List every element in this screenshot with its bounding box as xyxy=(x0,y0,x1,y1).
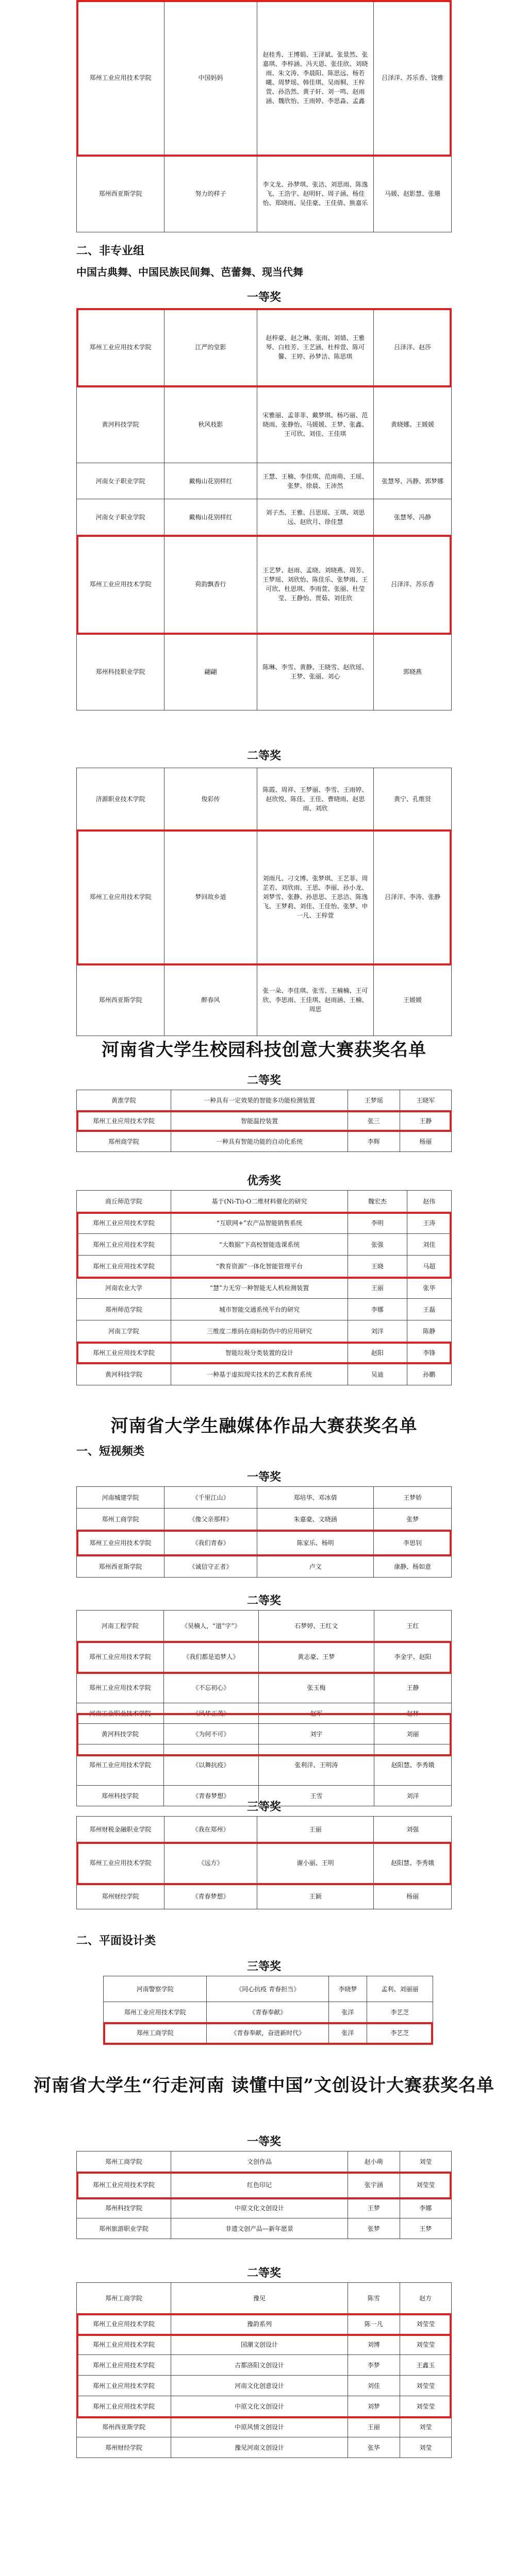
school-cell: 郑州工业应用技术学院 xyxy=(77,309,164,386)
table-row xyxy=(77,2198,452,2218)
member-cell: 刘宇 xyxy=(258,1724,374,1744)
school-cell: 河南工业职业技术学院 xyxy=(77,1703,164,1724)
teacher-cell: 马超 xyxy=(407,1256,451,1277)
tech-second-table xyxy=(76,1090,452,1152)
school-cell: 郑州工商学院 xyxy=(77,1509,164,1530)
table-row xyxy=(77,1724,452,1744)
school-cell: 郑州工业应用技术学院 xyxy=(77,2314,171,2334)
table-row xyxy=(77,1191,452,1212)
work-cell: 《远方》 xyxy=(164,1842,257,1884)
table-row xyxy=(77,1256,452,1277)
work-cell: 《昊楠人，“道”字”》 xyxy=(163,1611,258,1641)
teacher-cell: 黄晓娜、王媛媛 xyxy=(374,386,452,463)
work-cell: 红色印记 xyxy=(171,2172,348,2198)
work-cell: 《千里江山》 xyxy=(164,1487,257,1509)
table-row xyxy=(77,1111,452,1131)
tech-excellent-table xyxy=(76,1190,452,1385)
member-cell: 李娜 xyxy=(348,1299,407,1320)
table-row xyxy=(77,1556,452,1578)
school-cell: 郑州工业应用技术学院 xyxy=(77,1842,164,1884)
school-cell: 郑州科技学院 xyxy=(77,2198,171,2218)
school-cell: 黄河科技学院 xyxy=(77,1724,164,1744)
member-cell: 谢小丽、王明 xyxy=(257,1842,374,1884)
school-cell: 河南女子职业学院 xyxy=(77,463,164,499)
teacher-cell: 李艺芝 xyxy=(367,2002,433,2023)
member-cell: 赵小萌 xyxy=(348,2151,400,2172)
school-cell: 黄淮学院 xyxy=(77,1090,171,1111)
member-cell: 王雪 xyxy=(258,1786,374,1806)
teacher-cell: 刘莹莹 xyxy=(400,2172,452,2198)
member-cell: 张玉梅 xyxy=(258,1672,374,1703)
school-cell: 郑州师范学院 xyxy=(77,1299,171,1320)
work-cell: 努力的样子 xyxy=(164,155,257,232)
member-cell: 郑培华、邓冰倩 xyxy=(257,1487,374,1509)
teacher-cell: 王涛 xyxy=(407,1212,451,1234)
school-cell: 河南警察学院 xyxy=(104,1976,207,2002)
teacher-cell: 孟利、刘丽丽 xyxy=(367,1976,433,2002)
award-label: 二等奖 xyxy=(246,2266,281,2280)
school-cell: 郑州工商学院 xyxy=(104,2023,207,2043)
members-cell: 赵桂秀、王博娟、王泽斌、张景然、张嘉琪、李梓涵、冯天恩、张佳欣、刘晓雨、朱文涛、李晨阳、陈思远、杨若曦、周梦瑶、韩佳琪、吴雨桐、王梓萱、孙浩然、黄子轩、刘一鸣、赵雨涵、魏欣怡、王雨婷、李思淼、孟鑫 xyxy=(257,1,373,155)
award-label: 一等奖 xyxy=(246,2135,281,2148)
member-cell: 李明 xyxy=(348,1212,407,1234)
school-cell: 郑州工业应用技术学院 xyxy=(77,535,164,633)
subsection-title: 一、短视频类 xyxy=(76,1445,145,1458)
table-row xyxy=(77,1509,452,1530)
section-heading: 河南省大学生校园科技创意大赛获奖名单 xyxy=(102,1040,426,1060)
teacher-cell: 李思钊 xyxy=(374,1530,452,1556)
school-cell: 河南城建学院 xyxy=(77,1487,164,1509)
member-cell: 陈雪 xyxy=(348,2283,400,2314)
member-cell: 魏宏杰 xyxy=(348,1191,407,1212)
table-row xyxy=(77,2417,452,2437)
teacher-cell: 吕泽洋、李涛、张静 xyxy=(374,830,452,964)
table-row xyxy=(77,633,452,710)
teacher-cell: 张华 xyxy=(407,1277,451,1299)
teacher-cell: 赵伟 xyxy=(407,1191,451,1212)
teacher-cell: 王梦 xyxy=(400,2218,452,2239)
work-cell: 戴梅山花别样红 xyxy=(164,463,257,499)
member-cell: 张三 xyxy=(348,1111,400,1131)
member-cell: 吴迪 xyxy=(348,1364,407,1385)
teacher-cell: 刘强 xyxy=(374,1817,452,1842)
teacher-cell: 刘莹莹 xyxy=(400,2396,452,2417)
work-cell: 《风华正茂》 xyxy=(163,1703,258,1724)
work-cell: “教育资源”一体化智能管理平台 xyxy=(171,1256,348,1277)
school-cell: 郑州工业应用技术学院 xyxy=(77,1641,164,1672)
member-cell: 张洋 xyxy=(329,2023,367,2043)
member-cell: 李晓梦 xyxy=(329,1976,367,2002)
table-row xyxy=(77,768,452,830)
teacher-cell: 王梦娇 xyxy=(374,1487,452,1509)
members-cell: 陈霞、周祥、王梦丽、李雪、王雨婷、赵欣悦、陈佳、王佳、曹晓雨、赵思雨、刘欣 xyxy=(257,768,373,830)
table-row xyxy=(77,1744,452,1786)
work-cell: 豫见 xyxy=(171,2283,348,2314)
teacher-cell: 康静、杨如意 xyxy=(374,1556,452,1578)
teacher-cell: 王静 xyxy=(374,1672,452,1703)
table-row xyxy=(77,309,452,386)
second-prize-table xyxy=(76,768,452,1036)
table-row xyxy=(77,1090,452,1111)
school-cell: 郑州工业应用技术学院 xyxy=(77,1111,171,1131)
school-cell: 郑州工业应用技术学院 xyxy=(77,1744,164,1786)
members-cell: 陈琳、李雪、黄静、王晓雪、赵欣瑶、王梦、张丽、刘心 xyxy=(257,633,373,710)
table-row xyxy=(77,1611,452,1641)
work-cell: 一种具有智能功能的自动化系统 xyxy=(171,1131,348,1152)
table-row xyxy=(77,1641,452,1672)
table-row xyxy=(77,964,452,1036)
member-cell: 王梦 xyxy=(348,2198,400,2218)
award-label: 二等奖 xyxy=(246,1594,281,1607)
member-cell: 石梦婷、王红文 xyxy=(258,1611,374,1641)
school-cell: 郑州工业应用技术学院 xyxy=(77,1234,171,1256)
first-prize-table xyxy=(76,308,452,710)
table-row xyxy=(104,2002,433,2023)
teacher-cell: 刘莹 xyxy=(400,2437,452,2458)
teacher-cell: 李锋 xyxy=(407,1342,451,1364)
work-cell: 智能垃圾分类装置的设计 xyxy=(171,1342,348,1364)
member-cell: 赵军 xyxy=(258,1703,374,1724)
members-cell: 宋雅丽、孟菲菲、戴梦琪、杨巧丽、范晓雨、张静怡、马媛媛、王梦、张鑫、王可欣、刘佳、王佳琪 xyxy=(257,386,373,463)
member-cell: 刘梦 xyxy=(348,2396,400,2417)
member-cell: 陈家乐、杨明 xyxy=(257,1530,374,1556)
teacher-cell: 赵阳慧、李秀娥 xyxy=(374,1842,452,1884)
work-cell: 中原文化文创设计 xyxy=(171,2396,348,2417)
member-cell: 黄志豪、王梦 xyxy=(258,1641,374,1672)
category-title: 中国古典舞、中国民族民间舞、芭蕾舞、现当代舞 xyxy=(76,266,303,278)
teacher-cell: 黄宁、孔维贤 xyxy=(374,768,452,830)
table-row xyxy=(77,2172,452,2198)
table-row xyxy=(77,1364,452,1385)
school-cell: 郑州科技学院 xyxy=(77,1786,164,1806)
work-cell: 国潮文创设计 xyxy=(171,2334,348,2355)
award-label: 优秀奖 xyxy=(246,1174,281,1188)
media-third-table xyxy=(76,1816,452,1909)
work-cell: 一种基于虚拟现实技术的艺术教育系统 xyxy=(171,1364,348,1385)
media-second-table xyxy=(76,1610,452,1806)
work-cell: 《我们青春》 xyxy=(164,1530,257,1556)
teacher-cell: 王媛媛 xyxy=(374,964,452,1036)
school-cell: 郑州西亚斯学院 xyxy=(77,155,164,232)
work-cell: 江严的堂影 xyxy=(164,309,257,386)
work-cell: “大数据”下高校智能选课系统 xyxy=(171,1234,348,1256)
work-cell: “互联网+”农产品智能销售系统 xyxy=(171,1212,348,1234)
work-cell: 秋风枝影 xyxy=(164,386,257,463)
work-cell: 戴梅山花别样红 xyxy=(164,499,257,535)
table-row xyxy=(77,1530,452,1556)
table-row xyxy=(77,2314,452,2334)
school-cell: 黄河科技学院 xyxy=(77,386,164,463)
media-design-table xyxy=(103,1976,433,2043)
table-row xyxy=(77,1,452,155)
award-label: 一等奖 xyxy=(246,291,281,304)
teacher-cell: 张慧琴、冯静 xyxy=(374,499,452,535)
table-row xyxy=(77,1487,452,1509)
member-cell: 赵阳 xyxy=(348,1342,407,1364)
school-cell: 济源职业技术学院 xyxy=(77,768,164,830)
teacher-cell: 张梦 xyxy=(374,1509,452,1530)
teacher-cell: 吕泽洋、苏乐香 xyxy=(374,535,452,633)
school-cell: 郑州工业应用技术学院 xyxy=(77,1672,164,1703)
member-cell: 张宇涵 xyxy=(348,2172,400,2198)
teacher-cell: 张慧琴、冯静、郭梦娜 xyxy=(374,463,452,499)
section-title: 二、非专业组 xyxy=(76,244,145,258)
section-heading: 河南省大学生“行走河南 读懂中国”文创设计大赛获奖名单 xyxy=(34,2075,494,2096)
table-row xyxy=(77,1234,452,1256)
work-cell: 《我在郑州》 xyxy=(164,1817,257,1842)
teacher-cell: 刘莹 xyxy=(400,2151,452,2172)
teacher-cell: 刘莹莹 xyxy=(400,2334,452,2355)
work-cell: 醉春风 xyxy=(164,964,257,1036)
work-cell: 《不忘初心》 xyxy=(163,1672,258,1703)
member-cell: 张洋 xyxy=(329,2002,367,2023)
member-cell: 卢文 xyxy=(257,1556,374,1578)
table-row xyxy=(77,1299,452,1320)
table-row xyxy=(77,2151,452,2172)
table-row xyxy=(77,535,452,633)
award-label: 一等奖 xyxy=(246,1470,281,1484)
award-label: 二等奖 xyxy=(246,749,281,762)
table-row xyxy=(77,1884,452,1909)
subsection-title: 二、平面设计类 xyxy=(76,1934,156,1947)
members-cell: 王慧、王楠、李佳琪、范雨萌、王瑶、张梦、徐晨、王沛然 xyxy=(257,463,373,499)
work-cell: 俊彩传 xyxy=(164,768,257,830)
teacher-cell: 刘佳 xyxy=(407,1234,451,1256)
teacher-cell: 刘莹 xyxy=(400,2417,452,2437)
table-row xyxy=(77,1320,452,1342)
work-cell: 智能温控装置 xyxy=(171,1111,348,1131)
work-cell: 《青春梦想》 xyxy=(163,1786,258,1806)
work-cell: 非遗文创产品—新年愿景 xyxy=(171,2218,348,2239)
school-cell: 郑州工业应用技术学院 xyxy=(77,2396,171,2417)
school-cell: 郑州旅游职业学院 xyxy=(77,2218,171,2239)
table-row xyxy=(77,463,452,499)
member-cell: 陈一凡 xyxy=(348,2314,400,2334)
school-cell: 郑州财税金融职业学院 xyxy=(77,1817,164,1842)
teacher-cell: 赵林 xyxy=(374,1703,452,1724)
table-row xyxy=(77,2355,452,2376)
work-cell: 中原风情文创设计 xyxy=(171,2417,348,2437)
school-cell: 郑州工业应用技术学院 xyxy=(77,2334,171,2355)
table-row xyxy=(77,1817,452,1842)
work-cell: 梦回故乡道 xyxy=(164,830,257,964)
members-cell: 王艺梦、赵雨、孟晓、刘晓燕、周芳、王梦瑶、刘欣怡、陈佳乐、张梦雨、王可欣、杜思琪、李雨萱、张丽、杜莹莹、王静怡、贾茹、刘佳欣 xyxy=(257,535,373,633)
school-cell: 郑州财经学院 xyxy=(77,2437,171,2458)
member-cell: 王丽 xyxy=(257,1817,374,1842)
teacher-cell: 刘莹莹 xyxy=(400,2314,452,2334)
work-cell: 中国妈妈 xyxy=(164,1,257,155)
school-cell: 黄河科技学院 xyxy=(77,1364,171,1385)
award-label: 三等奖 xyxy=(246,1960,281,1973)
member-cell: 王丽 xyxy=(348,2417,400,2437)
school-cell: 郑州工业应用技术学院 xyxy=(77,1,164,155)
table-row xyxy=(77,830,452,964)
work-cell: 《为何不可》 xyxy=(163,1724,258,1744)
table-row xyxy=(104,1976,433,2002)
table-row xyxy=(77,2218,452,2239)
media-first-table xyxy=(76,1486,452,1578)
school-cell: 郑州工业应用技术学院 xyxy=(77,1530,164,1556)
teacher-cell: 马媛、赵影慧、张珊 xyxy=(374,155,452,232)
top-table xyxy=(76,0,452,232)
member-cell: 王梦瑶 xyxy=(348,1090,400,1111)
member-cell: 张华 xyxy=(348,2437,400,2458)
teacher-cell: 吕泽洋、苏乐香、饶雅 xyxy=(374,1,452,155)
work-cell: 一种具有一定效果的智能多功能检测装置 xyxy=(171,1090,348,1111)
members-cell: 赵梓豪、赵之琳、张雨、刘婧、王雅琴、白桂芳、王艺涵、杜梓萱、陈可馨、王婷、孙梦洁、陈思琪 xyxy=(257,309,373,386)
teacher-cell: 杨丽 xyxy=(400,1131,452,1152)
member-cell: 朱嘉豪、文晓涵 xyxy=(257,1509,374,1530)
member-cell: 王晓 xyxy=(348,1256,407,1277)
school-cell: 郑州工业应用技术学院 xyxy=(77,1212,171,1234)
teacher-cell: 王静 xyxy=(400,1111,452,1131)
table-row xyxy=(77,1342,452,1364)
table-row xyxy=(77,1277,452,1299)
member-cell: 张利洋、王明涛 xyxy=(258,1744,374,1786)
work-cell: 《青春奉献》 xyxy=(207,2002,329,2023)
members-cell: 张一朵、李佳琪、张雪、王楠楠、王可欣、李思雨、王佳琪、赵雨涵、王楠、周思 xyxy=(257,964,373,1036)
school-cell: 郑州工商学院 xyxy=(77,2151,171,2172)
work-cell: 《青春奉献，奋进新时代》 xyxy=(207,2023,329,2043)
school-cell: 郑州工业应用技术学院 xyxy=(77,1342,171,1364)
teacher-cell: 王磊 xyxy=(407,1299,451,1320)
award-label: 三等奖 xyxy=(246,1800,281,1814)
work-cell: 翩翩 xyxy=(164,633,257,710)
member-cell: 刘洋 xyxy=(348,1320,407,1342)
school-cell: 郑州西亚斯学院 xyxy=(77,1556,164,1578)
teacher-cell: 李娜 xyxy=(400,2198,452,2218)
work-cell: 河南文化创意设计 xyxy=(171,2376,348,2396)
work-cell: 基于(Ni-Ti)-O二维材料催化的研究 xyxy=(171,1191,348,1212)
member-cell: 李梦 xyxy=(348,2355,400,2376)
work-cell: 《同心抗疫 青春担当》 xyxy=(207,1976,329,2002)
culture-first-table xyxy=(76,2151,452,2239)
table-row xyxy=(77,1842,452,1884)
members-cell: 刘子杰、王雅、吕思瑶、王琪、刘思远、赵欣月、徐佳慧 xyxy=(257,499,373,535)
teacher-cell: 王晓军 xyxy=(400,1090,452,1111)
table-row xyxy=(77,499,452,535)
school-cell: 河南女子职业学院 xyxy=(77,499,164,535)
teacher-cell: 郭晓燕 xyxy=(374,633,452,710)
school-cell: 郑州工业应用技术学院 xyxy=(77,2172,171,2198)
school-cell: 河南工学院 xyxy=(77,1320,171,1342)
work-cell: 豫见河南文创设计 xyxy=(171,2437,348,2458)
teacher-cell: 李艺芝 xyxy=(367,2023,433,2043)
teacher-cell: 李金宇、赵阳 xyxy=(374,1641,452,1672)
school-cell: 郑州西亚斯学院 xyxy=(77,2417,171,2437)
member-cell: 张梦 xyxy=(348,2218,400,2239)
teacher-cell: 王红 xyxy=(374,1611,452,1641)
work-cell: 三维度二维码在商标防伪中的应用研究 xyxy=(171,1320,348,1342)
work-cell: 《诚信守正者》 xyxy=(164,1556,257,1578)
work-cell: “慧”力无穷一种智能无人机检测装置 xyxy=(171,1277,348,1299)
members-cell: 刘雨凡、刁文博、张梦琪、王艺菲、周芷若、刘欣雨、王思、李丽、孙小龙、刘梦雪、张静、孙思思、王思洁、陈逸飞、王梦莉、刘佳、王佳怡、张梦、申一凡、王梓萱 xyxy=(257,830,373,964)
table-row xyxy=(77,2334,452,2355)
teacher-cell: 王鑫玉 xyxy=(400,2355,452,2376)
member-cell: 刘佳 xyxy=(348,2376,400,2396)
teacher-cell: 刘洋 xyxy=(374,1786,452,1806)
table-row xyxy=(77,2396,452,2417)
table-row xyxy=(77,386,452,463)
school-cell: 河南农业大学 xyxy=(77,1277,171,1299)
school-cell: 郑州工业应用技术学院 xyxy=(77,1256,171,1277)
teacher-cell: 刘丽 xyxy=(374,1724,452,1744)
work-cell: 文创作品 xyxy=(171,2151,348,2172)
table-row xyxy=(104,2023,433,2043)
school-cell: 郑州工业应用技术学院 xyxy=(77,2355,171,2376)
teacher-cell: 吕泽洋、赵莎 xyxy=(374,309,452,386)
table-row xyxy=(77,1703,452,1724)
teacher-cell: 刘莹莹 xyxy=(400,2376,452,2396)
teacher-cell: 赵阳慧、李秀娥 xyxy=(374,1744,452,1786)
member-cell: 王丽 xyxy=(348,1277,407,1299)
school-cell: 郑州工业应用技术学院 xyxy=(77,2376,171,2396)
school-cell: 郑州科技职业学院 xyxy=(77,633,164,710)
member-cell: 李辉 xyxy=(348,1131,400,1152)
table-row xyxy=(77,2376,452,2396)
school-cell: 郑州工业应用技术学院 xyxy=(77,830,164,964)
table-row xyxy=(77,1672,452,1703)
culture-second-table xyxy=(76,2282,452,2458)
work-cell: 《像父亲那样》 xyxy=(164,1509,257,1530)
work-cell: 《以舞抗疫》 xyxy=(163,1744,258,1786)
table-row xyxy=(77,1212,452,1234)
member-cell: 王颖 xyxy=(257,1884,374,1909)
teacher-cell: 杨丽 xyxy=(374,1884,452,1909)
work-cell: 《青春梦想》 xyxy=(164,1884,257,1909)
work-cell: 《我们都是追梦人》 xyxy=(163,1641,258,1672)
work-cell: 古都洛阳文创设计 xyxy=(171,2355,348,2376)
school-cell: 郑州工业应用技术学院 xyxy=(104,2002,207,2023)
member-cell: 张强 xyxy=(348,1234,407,1256)
school-cell: 郑州财经学院 xyxy=(77,1884,164,1909)
member-cell: 刘博 xyxy=(348,2334,400,2355)
teacher-cell: 陈静 xyxy=(407,1320,451,1342)
section-heading: 河南省大学生融媒体作品大赛获奖名单 xyxy=(110,1416,418,1436)
table-row xyxy=(77,2437,452,2458)
school-cell: 郑州工商学院 xyxy=(77,2283,171,2314)
school-cell: 郑州西亚斯学院 xyxy=(77,964,164,1036)
award-label: 二等奖 xyxy=(246,1074,281,1087)
school-cell: 河南工程学院 xyxy=(77,1611,164,1641)
teacher-cell: 赵方 xyxy=(400,2283,452,2314)
table-row xyxy=(77,1131,452,1152)
work-cell: 中原文化文创设计 xyxy=(171,2198,348,2218)
table-row xyxy=(77,2283,452,2314)
school-cell: 郑州商学院 xyxy=(77,1131,171,1152)
work-cell: 豫韵系列 xyxy=(171,2314,348,2334)
work-cell: 荷韵飘香行 xyxy=(164,535,257,633)
table-row xyxy=(77,155,452,232)
work-cell: 城市智能交通系统平台的研究 xyxy=(171,1299,348,1320)
members-cell: 李文龙、孙梦琪、张洁、刘思雨、陈逸飞、王浩宇、赵明轩、周子涵、杨佳怡、郑晓雨、吴佳豪、王佳倩、熊嘉乐 xyxy=(257,155,373,232)
school-cell: 商丘师范学院 xyxy=(77,1191,171,1212)
teacher-cell: 孙鹏 xyxy=(407,1364,451,1385)
